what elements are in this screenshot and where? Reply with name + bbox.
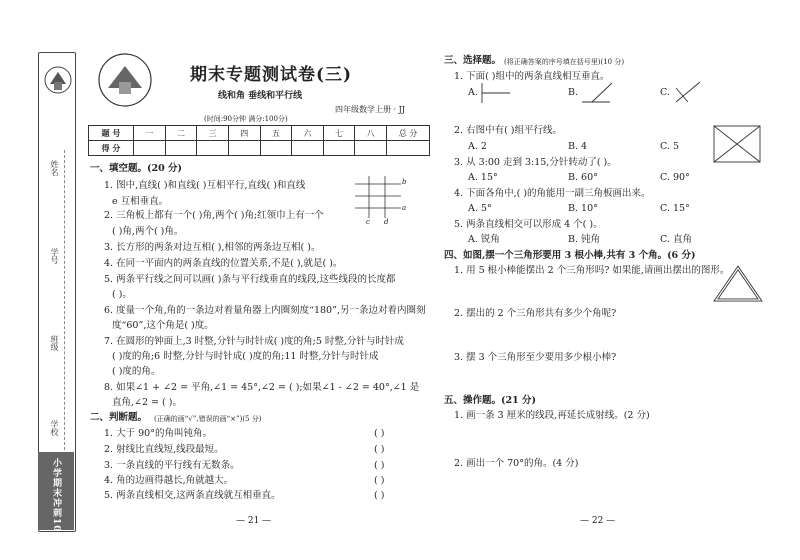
spine-dashed-line <box>64 150 65 450</box>
sec1-line: 1. 图中,直线( )和直线( )互相平行,直线( )和直线 <box>104 180 306 191</box>
q3-2: 2. 右图中有( )组平行线。 <box>454 125 563 136</box>
score-cell[interactable] <box>134 141 166 156</box>
q2-option-b: B. 4 <box>568 141 588 152</box>
sec4-title: 四、如图,摆一个三角形要用 3 根小棒,共有 3 个角。(6 分) <box>444 250 696 261</box>
score-cell[interactable] <box>323 141 355 156</box>
sec1-line: 8. 如果∠1 + ∠2 = 平角,∠1 = 45°,∠2 = ( );如果∠1 - ∠2 = 40°,∠1 是 <box>104 382 420 393</box>
spine-logo <box>44 60 72 100</box>
house-logo-icon <box>44 60 72 100</box>
sec2-note: (正确的画“√”,错误的画“×”)(5 分) <box>154 415 262 423</box>
sec4-q3: 3. 摆 3 个三角形至少要用多少根小棒? <box>454 352 617 363</box>
sec1-line: ( )。 <box>112 289 132 300</box>
sec1-line: ( )角,两个( )角。 <box>112 226 184 237</box>
score-header-cell: 题 号 <box>89 126 134 141</box>
spine-label-name: 姓名 <box>50 160 59 176</box>
q3-option-b: B. 60° <box>568 172 598 183</box>
score-header-cell: 六 <box>292 126 324 141</box>
spine-label-school: 学校 <box>50 420 59 436</box>
judge-item: 2. 射线比直线短,线段最短。 <box>104 444 224 455</box>
score-label-cell: 得 分 <box>89 141 134 156</box>
q3-3: 3. 从 3:00 走到 3:15,分针转动了( )。 <box>454 157 617 168</box>
spine-bottom-text: 小学期末冲刺100分 <box>51 458 61 550</box>
q5-option-b: B. 钝角 <box>568 234 601 245</box>
judge-item: 5. 两条直线相交,这两条直线就互相垂直。 <box>104 490 281 501</box>
q1-option-b: B. <box>568 87 579 98</box>
answer-paren[interactable]: ( ) <box>374 460 385 471</box>
sec1-line: 3. 长方形的两条对边互相( ),相邻的两条边互相( )。 <box>104 242 321 253</box>
q3-option-c: C. 90° <box>660 172 690 183</box>
sec3-title: 三、选择题。 <box>444 55 502 66</box>
series-logo <box>90 52 160 108</box>
q1-option-a: A. <box>468 87 478 98</box>
fig-label-a: a <box>402 204 407 212</box>
fig-label-d: d <box>384 218 389 226</box>
sec1-line: 4. 在同一平面内的两条直线的位置关系,不是( ),就是( )。 <box>104 258 343 269</box>
spine-label-id: 学号 <box>50 248 59 264</box>
page-number-right: — 22 — <box>580 516 616 526</box>
q5-option-a: A. 锐角 <box>468 234 500 245</box>
score-header-row <box>89 126 430 141</box>
score-header-cell: 七 <box>323 126 355 141</box>
lines-figure <box>355 176 407 226</box>
score-value-row <box>89 141 430 156</box>
option-a-figure <box>478 82 512 104</box>
judge-item: 1. 大于 90°的角叫钝角。 <box>104 428 212 439</box>
score-table <box>88 125 430 156</box>
time-note: (时间:90分钟 满分:100分) <box>204 115 288 123</box>
sec1-line: 5. 两条平行线之间可以画( )条与平行线垂直的线段,这些线段的长度都 <box>104 274 396 285</box>
score-cell[interactable] <box>197 141 229 156</box>
fig-label-c: c <box>366 218 370 226</box>
fig-label-b: b <box>402 178 407 186</box>
q4-option-c: C. 15° <box>660 203 690 214</box>
sec3-note: (将正确答案的序号填在括号里)(10 分) <box>504 58 625 66</box>
sec1-line: 6. 度量一个角,角的一条边对着量角器上内圈刻度“180”,另一条边对着内圈刻 <box>104 305 426 316</box>
q5-option-c: C. 直角 <box>660 234 692 245</box>
sec4-q2: 2. 摆出的 2 个三角形共有多少个角呢? <box>454 308 617 319</box>
score-cell[interactable] <box>260 141 292 156</box>
answer-paren[interactable]: ( ) <box>374 475 385 486</box>
score-cell[interactable] <box>387 141 430 156</box>
answer-paren[interactable]: ( ) <box>374 444 385 455</box>
sec1-line: e 互相垂直。 <box>112 196 169 207</box>
sec5-title: 五、操作题。(21 分) <box>444 395 537 406</box>
score-header-cell: 八 <box>355 126 387 141</box>
sec1-line: ( )度的角;6 时整,分针与时针成( )度的角;11 时整,分针与时针成 <box>112 351 379 362</box>
judge-item: 3. 一条直线的平行线有无数条。 <box>104 460 240 471</box>
q3-1: 1. 下面( )组中的两条直线相互垂直。 <box>454 71 610 82</box>
sec1-line: 直角,∠2 = ( )。 <box>112 397 182 408</box>
answer-paren[interactable]: ( ) <box>374 428 385 439</box>
score-header-cell: 总 分 <box>387 126 430 141</box>
spine-label-class: 班级 <box>50 335 59 351</box>
sec5-q1: 1. 画一条 3 厘米的线段,再延长成射线。(2 分) <box>454 410 650 421</box>
score-cell[interactable] <box>165 141 197 156</box>
sec1-line: ( )度的角。 <box>112 366 161 377</box>
sec1-title: 一、填空题。(20 分) <box>90 163 183 174</box>
answer-paren[interactable]: ( ) <box>374 490 385 501</box>
q3-5: 5. 两条直线相交可以形成 4 个( )。 <box>454 219 603 230</box>
score-header-cell: 四 <box>228 126 260 141</box>
grade-label: 四年级数学上册 · JJ <box>335 105 406 114</box>
page-subtitle: 线和角 垂线和平行线 <box>218 91 303 101</box>
score-header-cell: 三 <box>197 126 229 141</box>
page-title: 期末专题测试卷(三) <box>190 65 353 85</box>
sec2-title: 二、判断题。 <box>90 412 148 423</box>
q1-option-c: C. <box>660 87 670 98</box>
q3-4: 4. 下面各角中,( )的角能用一副三角板画出来。 <box>454 188 651 199</box>
score-cell[interactable] <box>228 141 260 156</box>
q3-option-a: A. 15° <box>468 172 498 183</box>
box-x-figure <box>712 124 762 164</box>
q2-option-a: A. 2 <box>468 141 487 152</box>
sec4-q1: 1. 用 5 根小棒能摆出 2 个三角形吗? 如果能,请画出摆出的图形。 <box>454 265 730 276</box>
score-header-cell: 二 <box>165 126 197 141</box>
triangle-sticks-figure <box>712 264 764 304</box>
score-cell[interactable] <box>355 141 387 156</box>
sec1-line: 7. 在圆形的钟面上,3 时整,分针与时针成( )度的角;5 时整,分针与时针成 <box>104 336 404 347</box>
sec1-line: 2. 三角板上都有一个( )角,两个( )角;红领巾上有一个 <box>104 210 324 221</box>
sec5-q2: 2. 画出一个 70°的角。(4 分) <box>454 458 579 469</box>
sec1-line: 度“60”,这个角是( )度。 <box>112 320 214 331</box>
score-header-cell: 五 <box>260 126 292 141</box>
q4-option-a: A. 5° <box>468 203 492 214</box>
q2-option-c: C. 5 <box>660 141 680 152</box>
judge-item: 4. 角的边画得越长,角就越大。 <box>104 475 234 486</box>
option-c-figure <box>672 80 702 104</box>
q4-option-b: B. 10° <box>568 203 598 214</box>
page-number-left: — 21 — <box>236 516 272 526</box>
option-b-figure <box>580 80 614 104</box>
score-header-cell: 一 <box>134 126 166 141</box>
score-cell[interactable] <box>292 141 324 156</box>
